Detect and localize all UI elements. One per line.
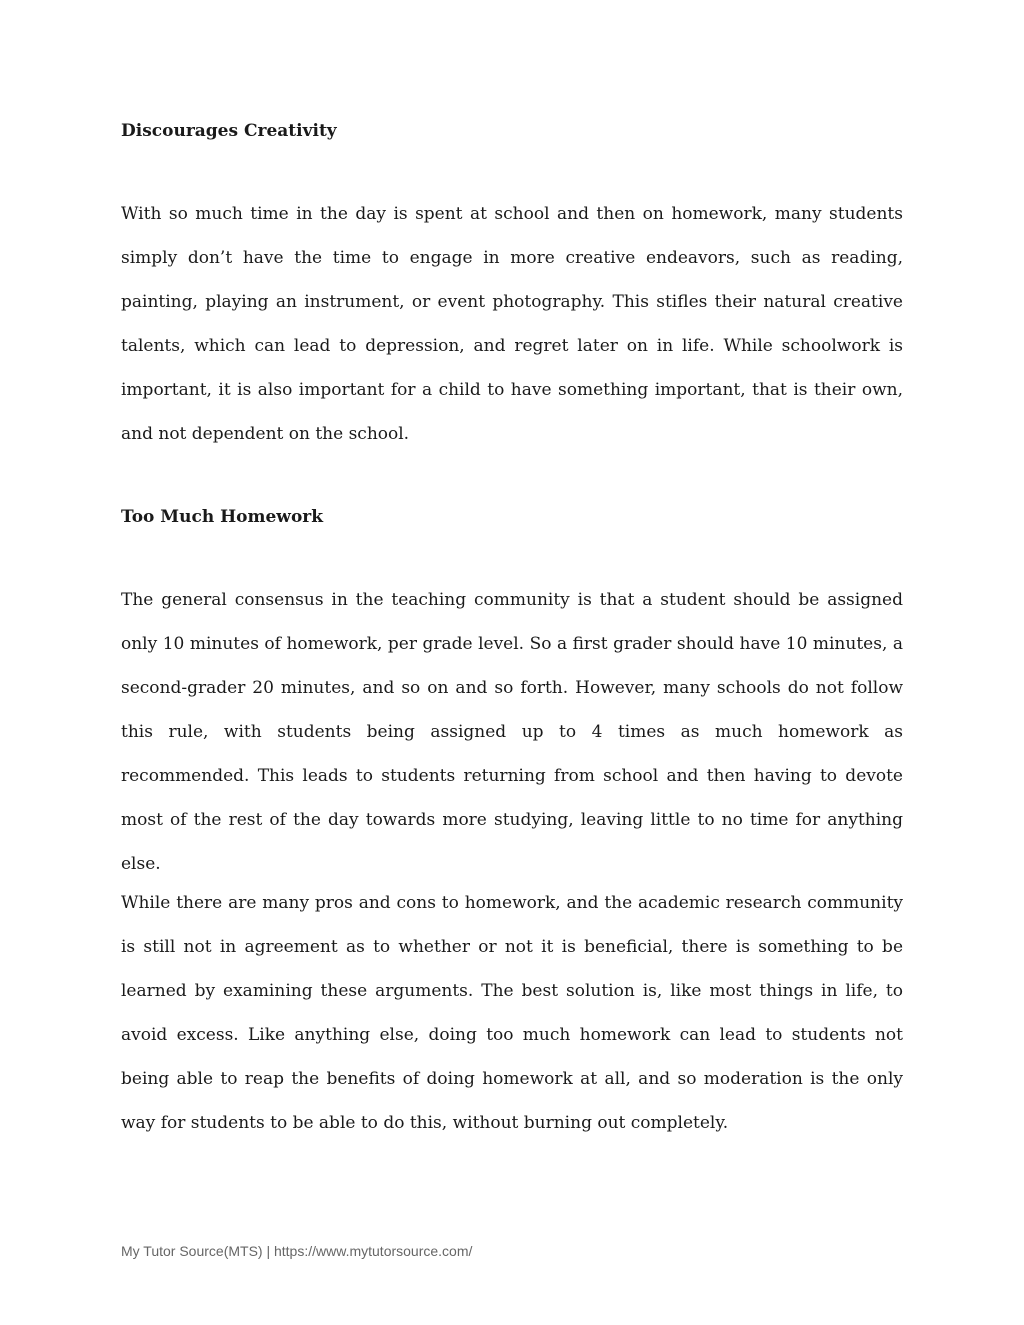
conclusion-paragraph: While there are many pros and cons to homework, and the academic research community is still not in agreement as to whether or not it is beneficial, there is something to be learned by examining these arguments. The best solution is, like most things in life, to avoid excess. Like anything else, doing too much homework can lead to students not being able to reap the benefits of doing homework at all, and so moderation is the only way for students to be able to do this, without burning out completely. bbox=[121, 893, 903, 1133]
section-paragraph-discourages-creativity: With so much time in the day is spent at school and then on homework, many students simply don’t have the time to engage in more creative endeavors, such as reading, painting, playing an instrument, or event photography. This stifles their natural creative talents, which can lead to depression, and regret later on in life. While schoolwork is important, it is also important for a child to have something important, that is their own, and not dependent on the school. bbox=[121, 204, 903, 444]
section-heading-too-much-homework: Too Much Homework bbox=[121, 507, 324, 527]
footer-source-link[interactable]: My Tutor Source(MTS) | https://www.mytutorsource.com/ bbox=[121, 1243, 473, 1259]
section-heading-discourages-creativity: Discourages Creativity bbox=[121, 121, 337, 141]
section-paragraph-too-much-homework: The general consensus in the teaching community is that a student should be assigned only 10 minutes of homework, per grade level. So a first grader should have 10 minutes, a second-grader 20 minutes, and so on and so forth. However, many schools do not follow this rule, with students being assigned up to 4 times as much homework as recommended. This leads to students returning from school and then having to devote most of the rest of the day towards more studying, leaving little to no time for anything else. bbox=[121, 590, 903, 874]
